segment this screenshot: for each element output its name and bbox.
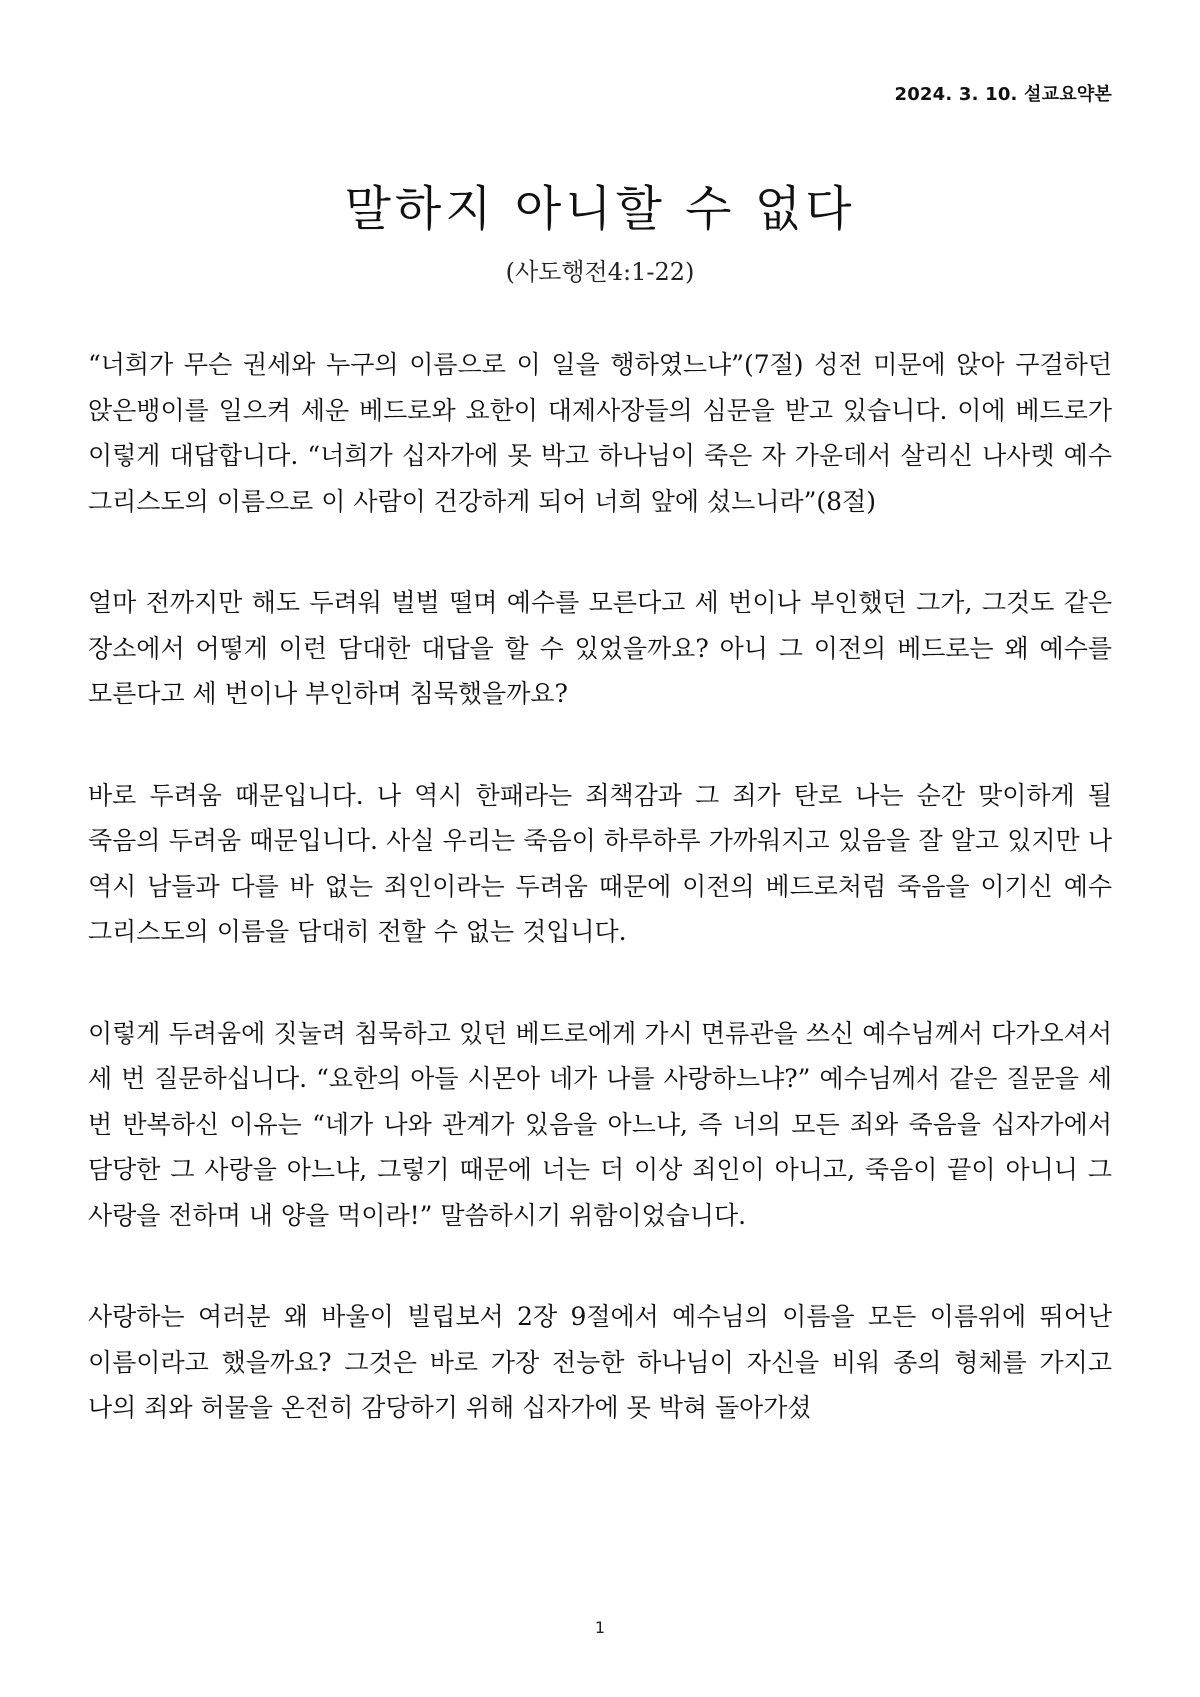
paragraph-5: 사랑하는 여러분 왜 바울이 빌립보서 2장 9절에서 예수님의 이름을 모든 이름위에 뛰어난 이름이라고 했을까요? 그것은 바로 가장 전능한 하나님이 자신을 비워 종의 형체를 가지고 나의 죄와 허물을 온전히 감당하기 위해 십자가에 못 박혀 돌아가셨: [88, 1302, 1112, 1422]
paragraph-4: 이렇게 두려움에 짓눌려 침묵하고 있던 베드로에게 가시 면류관을 쓰신 예수님께서 다가오셔서 세 번 질문하십니다. “요한의 아들 시몬아 네가 나를 사랑하느냐?” 예수님께서 같은 질문을 세 번 반복하신 이유는 “네가 나와 관계가 있음을 아느냐, 즉 너의 모든 죄와 죽음을 십자가에서 담당한 그 사랑을 아느냐, 그렇기 때문에 너는 더 이상 죄인이 아니고, 죽음이 끝이 아니니 그 사랑을 전하며 내 양을 먹이라!” 말씀하시기 위함이었습니다.: [88, 1018, 1112, 1230]
sermon-title: 말하지 아니할 수 없다: [344, 181, 856, 237]
sermon-body: [88, 342, 1112, 1487]
paragraph-3: 바로 두려움 때문입니다. 나 역시 한패라는 죄책감과 그 죄가 탄로 나는 순간 맞이하게 될 죽음의 두려움 때문입니다. 사실 우리는 죽음이 하루하루 가까워지고 있음을 잘 알고 있지만 나 역시 남들과 다를 바 없는 죄인이라는 두려움 때문에 이전의 베드로처럼 죽음을 이기신 예수 그리스도의 이름을 담대히 전할 수 없는 것입니다.: [88, 780, 1112, 946]
paragraph-1: “너희가 무슨 권세와 누구의 이름으로 이 일을 행하였느냐”(7절) 성전 미문에 앉아 구걸하던 앉은뱅이를 일으켜 세운 베드로와 요한이 대제사장들의 심문을 받고 있습니다. 이에 베드로가 이렇게 대답합니다. “너희가 십자가에 못 박고 하나님이 죽은 자 가운데서 살리신 나사렛 예수 그리스도의 이름으로 이 사람이 건강하게 되어 너희 앞에 섰느니라”(8절): [88, 350, 1112, 516]
page-number: 1: [594, 1618, 606, 1637]
paragraph-2: 얼마 전까지만 해도 두려워 벌벌 떨며 예수를 모른다고 세 번이나 부인했던 그가, 그것도 같은 장소에서 어떻게 이런 담대한 대답을 할 수 있었을까요? 아니 그 이전의 베드로는 왜 예수를 모른다고 세 번이나 부인하며 침묵했을까요?: [88, 588, 1112, 708]
scripture-reference: (사도행전4:1-22): [505, 258, 695, 286]
header-date-label: 2024. 3. 10. 설교요약본: [894, 84, 1112, 105]
